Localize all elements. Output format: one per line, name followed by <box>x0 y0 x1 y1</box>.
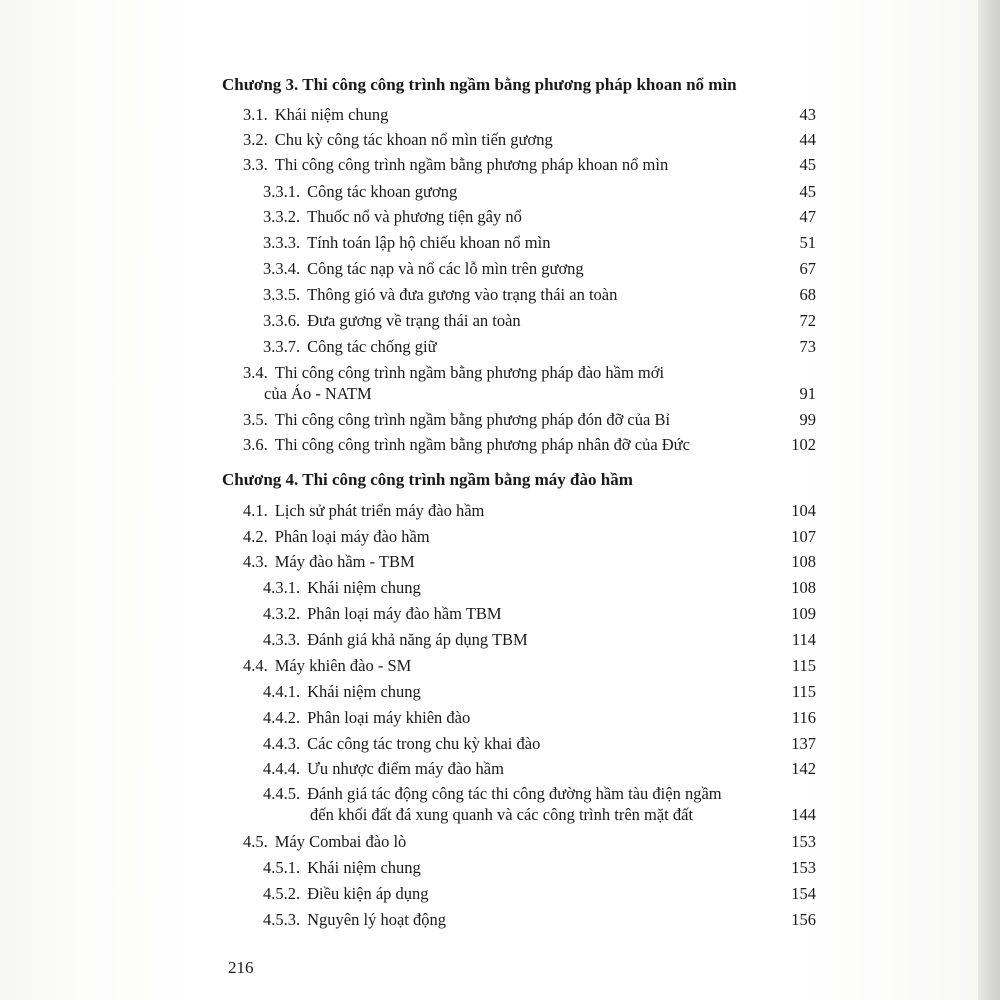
entry-number: 4.4.4. <box>263 759 301 778</box>
entry-number: 3.3. <box>243 155 268 174</box>
entry-title: Đánh giá khả năng áp dụng TBM <box>307 630 528 649</box>
toc-entry-4-4-2 <box>263 708 470 728</box>
entry-title: Máy khiên đào - SM <box>274 656 412 675</box>
entry-number: 3.2. <box>243 130 268 149</box>
entry-title: Lịch sử phát triển máy đào hầm <box>274 501 485 520</box>
entry-title: Khái niệm chung <box>307 858 421 877</box>
toc-page-4-3: 108 <box>791 552 816 571</box>
toc-entry-4-4-5 <box>263 784 722 804</box>
entry-title: Phân loại máy đào hầm <box>274 527 430 546</box>
entry-number: 4.4. <box>243 656 268 675</box>
toc-page-4-5-2: 154 <box>791 884 816 903</box>
toc-page-4-5-1: 153 <box>791 858 816 877</box>
toc-entry-4-4-3 <box>263 734 540 754</box>
entry-number: 4.4.2. <box>263 708 301 727</box>
entry-title: Phân loại máy khiên đào <box>307 708 471 727</box>
entry-title: Điều kiện áp dụng <box>307 884 429 903</box>
entry-number: 4.1. <box>243 501 268 520</box>
toc-page-4-4-2: 116 <box>791 708 816 727</box>
entry-title: Máy Combai đào lò <box>274 832 407 851</box>
toc-page-3-3-5: 68 <box>799 285 816 304</box>
toc-page-3-3-2: 47 <box>799 207 816 226</box>
entry-number: 4.3.1. <box>263 578 301 597</box>
toc-entry-4-4-5-continued: đến khối đất đá xung quanh và các công trình trên mặt đất <box>310 805 694 824</box>
toc-entry-3-6 <box>243 435 690 455</box>
toc-entry-3-2 <box>243 130 553 150</box>
entry-number: 3.3.4. <box>263 259 301 278</box>
toc-page-4-3-2: 109 <box>791 604 816 623</box>
toc-entry-4-4-1 <box>263 682 421 702</box>
entry-number: 4.4.5. <box>263 784 301 803</box>
entry-number: 3.3.2. <box>263 207 301 226</box>
entry-title: Tính toán lập hộ chiếu khoan nổ mìn <box>307 233 551 252</box>
toc-entry-4-2 <box>243 527 430 547</box>
entry-number: 4.4.3. <box>263 734 301 753</box>
toc-entry-3-3-3 <box>263 233 550 253</box>
entry-number: 4.5. <box>243 832 268 851</box>
entry-title: Công tác nạp và nổ các lỗ mìn trên gương <box>307 259 584 278</box>
entry-number: 3.3.5. <box>263 285 301 304</box>
toc-page-3-3-3: 51 <box>799 233 816 252</box>
toc-page-3-3: 45 <box>799 155 816 174</box>
toc-page-3-5: 99 <box>799 410 816 429</box>
toc-entry-3-3-7 <box>263 337 437 357</box>
entry-number: 3.3.1. <box>263 182 301 201</box>
toc-page-4-5-3: 156 <box>791 910 816 929</box>
toc-page-4-3-1: 108 <box>791 578 816 597</box>
toc-entry-4-5-2 <box>263 884 429 904</box>
toc-page-3-2: 44 <box>799 130 816 149</box>
entry-number: 3.3.6. <box>263 311 301 330</box>
entry-title: Đánh giá tác động công tác thi công đường hầm tàu điện ngầm <box>307 784 722 803</box>
entry-title: Phân loại máy đào hầm TBM <box>307 604 502 623</box>
entry-number: 3.4. <box>243 363 268 382</box>
entry-title: Chu kỳ công tác khoan nổ mìn tiến gương <box>274 130 553 149</box>
toc-page-3-3-1: 45 <box>799 182 816 201</box>
page-number: 216 <box>228 958 254 977</box>
entry-title: Thi công công trình ngầm bằng phương pháp đào hầm mới <box>274 363 665 382</box>
entry-number: 4.5.2. <box>263 884 301 903</box>
toc-page-3-3-6: 72 <box>799 311 816 330</box>
entry-title: Máy đào hầm - TBM <box>274 552 415 571</box>
entry-number: 4.2. <box>243 527 268 546</box>
toc-page-4-3-3: 114 <box>791 630 816 649</box>
toc-page-3-6: 102 <box>791 435 816 454</box>
entry-title: Thi công công trình ngầm bằng phương pháp nhân đỡ của Đức <box>274 435 690 454</box>
toc-page-4-4-4: 142 <box>791 759 816 778</box>
toc-entry-4-3-1 <box>263 578 421 598</box>
entry-number: 3.1. <box>243 105 268 124</box>
toc-entry-3-1 <box>243 105 388 125</box>
entry-title: Công tác khoan gương <box>307 182 458 201</box>
toc-entry-3-3 <box>243 155 668 175</box>
entry-title: Thi công công trình ngầm bằng phương pháp khoan nổ mìn <box>274 155 669 174</box>
entry-title: Công tác chống giữ <box>307 337 437 356</box>
entry-title: Khái niệm chung <box>274 105 389 124</box>
toc-entry-3-4 <box>243 363 664 383</box>
toc-page-4-4-5: 144 <box>791 805 816 824</box>
toc-page-3-1: 43 <box>799 105 816 124</box>
entry-title: Các công tác trong chu kỳ khai đào <box>307 734 541 753</box>
toc-entry-4-3-2 <box>263 604 502 624</box>
entry-title: Đưa gương về trạng thái an toàn <box>307 311 521 330</box>
chapter-3-title: Chương 3. Thi công công trình ngầm bằng phương pháp khoan nổ mìn <box>222 75 737 94</box>
toc-page-4-5: 153 <box>791 832 816 851</box>
entry-number: 4.5.1. <box>263 858 301 877</box>
toc-entry-3-3-5 <box>263 285 617 305</box>
toc-page-4-1: 104 <box>791 501 816 520</box>
entry-title: Ưu nhược điểm máy đào hầm <box>307 759 504 778</box>
toc-entry-4-3 <box>243 552 415 572</box>
entry-number: 3.6. <box>243 435 268 454</box>
toc-page-4-4-1: 115 <box>791 682 816 701</box>
toc-page-4-4: 115 <box>791 656 816 675</box>
entry-number: 3.3.3. <box>263 233 301 252</box>
toc-entry-3-3-6 <box>263 311 521 331</box>
toc-entry-4-1 <box>243 501 484 521</box>
toc-page-3-3-4: 67 <box>799 259 816 278</box>
entry-number: 4.3.2. <box>263 604 301 623</box>
entry-number: 3.3.7. <box>263 337 301 356</box>
toc-entry-4-4-4 <box>263 759 504 779</box>
toc-entry-3-3-1 <box>263 182 457 202</box>
toc-page-4-4-3: 137 <box>791 734 816 753</box>
toc-entry-4-5-3 <box>263 910 446 930</box>
toc-page-4-2: 107 <box>791 527 816 546</box>
toc-entry-4-4 <box>243 656 411 676</box>
toc-entry-4-5 <box>243 832 406 852</box>
toc-page-3-4: 91 <box>799 384 816 403</box>
entry-title: Khái niệm chung <box>307 578 421 597</box>
toc-page-3-3-7: 73 <box>799 337 816 356</box>
entry-title: Thông gió và đưa gương vào trạng thái an toàn <box>307 285 618 304</box>
entry-number: 4.3. <box>243 552 268 571</box>
entry-number: 4.4.1. <box>263 682 301 701</box>
toc-entry-4-5-1 <box>263 858 421 878</box>
entry-number: 4.5.3. <box>263 910 301 929</box>
toc-entry-3-4-continued: của Áo - NATM <box>264 384 372 403</box>
entry-title: Khái niệm chung <box>307 682 421 701</box>
toc-entry-3-3-2 <box>263 207 522 227</box>
chapter-4-title: Chương 4. Thi công công trình ngầm bằng máy đào hầm <box>222 470 633 489</box>
toc-entry-3-3-4 <box>263 259 584 279</box>
entry-title: Nguyên lý hoạt động <box>307 910 446 929</box>
entry-title: Thi công công trình ngầm bằng phương pháp đón đỡ của Bỉ <box>274 410 671 429</box>
entry-number: 4.3.3. <box>263 630 301 649</box>
entry-title: Thuốc nổ và phương tiện gây nổ <box>307 207 522 226</box>
toc-entry-4-3-3 <box>263 630 528 650</box>
entry-number: 3.5. <box>243 410 268 429</box>
toc-entry-3-5 <box>243 410 670 430</box>
